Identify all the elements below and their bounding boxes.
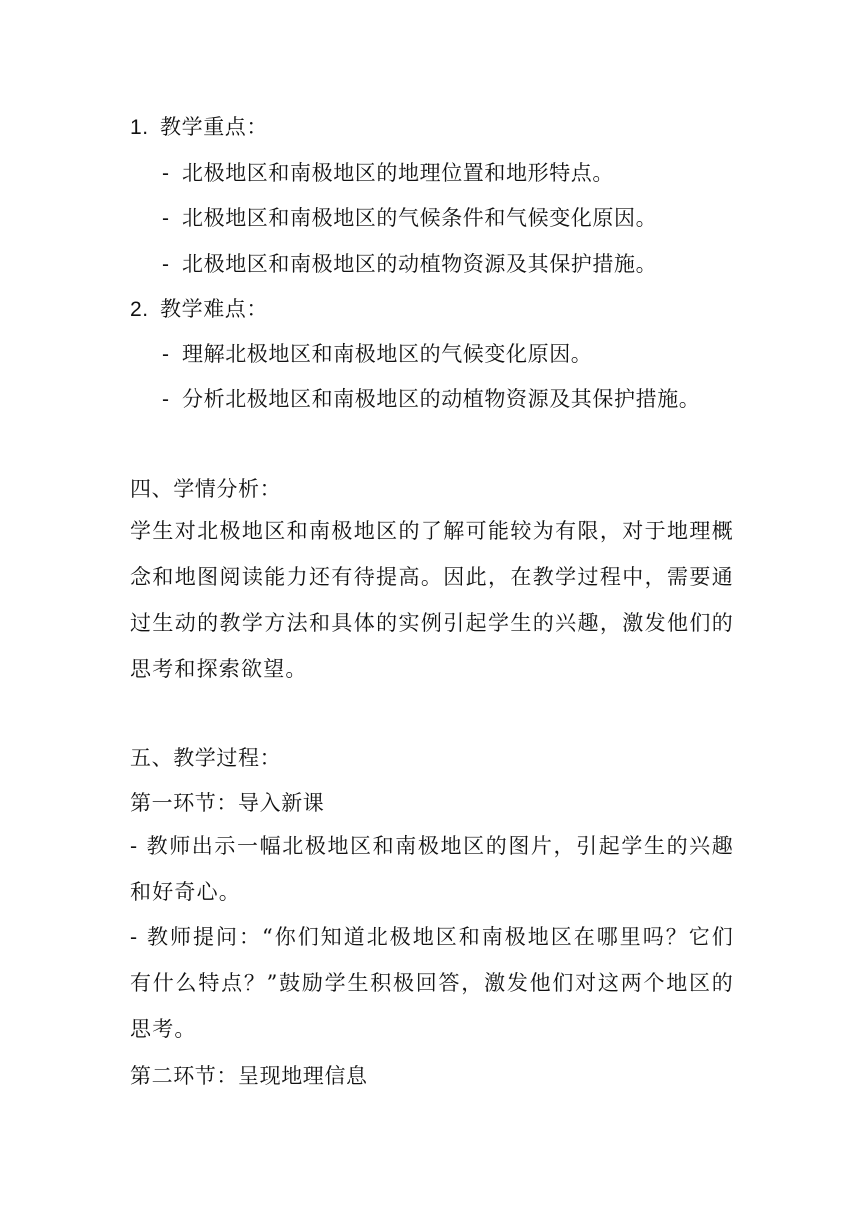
bullet-dash: - — [162, 207, 170, 230]
focus-heading-text: 教学重点： — [160, 115, 268, 139]
focus-number: 1. — [130, 116, 149, 139]
bullet-dash: - — [162, 388, 170, 411]
focus-item-3-text: 北极地区和南极地区的动植物资源及其保护措施。 — [182, 252, 658, 276]
bullet-dash: - — [162, 343, 170, 366]
difficulty-item-1 — [162, 339, 592, 370]
focus-heading — [130, 112, 268, 143]
process-heading: 五、教学过程： — [130, 746, 282, 770]
difficulty-item-1-text: 理解北极地区和南极地区的气候变化原因。 — [182, 342, 593, 366]
analysis-heading: 四、学情分析： — [130, 477, 282, 501]
difficulty-heading-text: 教学难点： — [160, 297, 268, 321]
difficulty-item-2-text: 分析北极地区和南极地区的动植物资源及其保护措施。 — [182, 387, 701, 411]
focus-item-3 — [162, 249, 657, 280]
focus-item-2-text: 北极地区和南极地区的气候条件和气候变化原因。 — [182, 206, 658, 230]
focus-item-1 — [162, 158, 614, 189]
bullet-dash: - — [162, 253, 170, 276]
process-paragraph-1: - 教师出示一幅北极地区和南极地区的图片，引起学生的兴趣和好奇心。 — [130, 834, 734, 904]
analysis-paragraph: 学生对北极地区和南极地区的了解可能较为有限，对于地理概念和地图阅读能力还有待提高。因此，在教学过程中，需要通过生动的教学方法和具体的实例引起学生的兴趣，激发他们的思考和探索欲望。 — [130, 519, 734, 681]
process-step-1: 第一环节：导入新课 — [130, 791, 325, 815]
process-step-2: 第二环节：呈现地理信息 — [130, 1064, 368, 1088]
difficulty-number: 2. — [130, 298, 149, 321]
difficulty-item-2 — [162, 384, 700, 415]
difficulty-heading — [130, 294, 268, 325]
process-paragraph-2: - 教师提问：“你们知道北极地区和南极地区在哪里吗？它们有什么特点？”鼓励学生积极回答，激发他们对这两个地区的思考。 — [130, 925, 734, 1041]
bullet-dash: - — [162, 162, 170, 185]
focus-item-1-text: 北极地区和南极地区的地理位置和地形特点。 — [182, 161, 614, 185]
focus-item-2 — [162, 203, 657, 234]
